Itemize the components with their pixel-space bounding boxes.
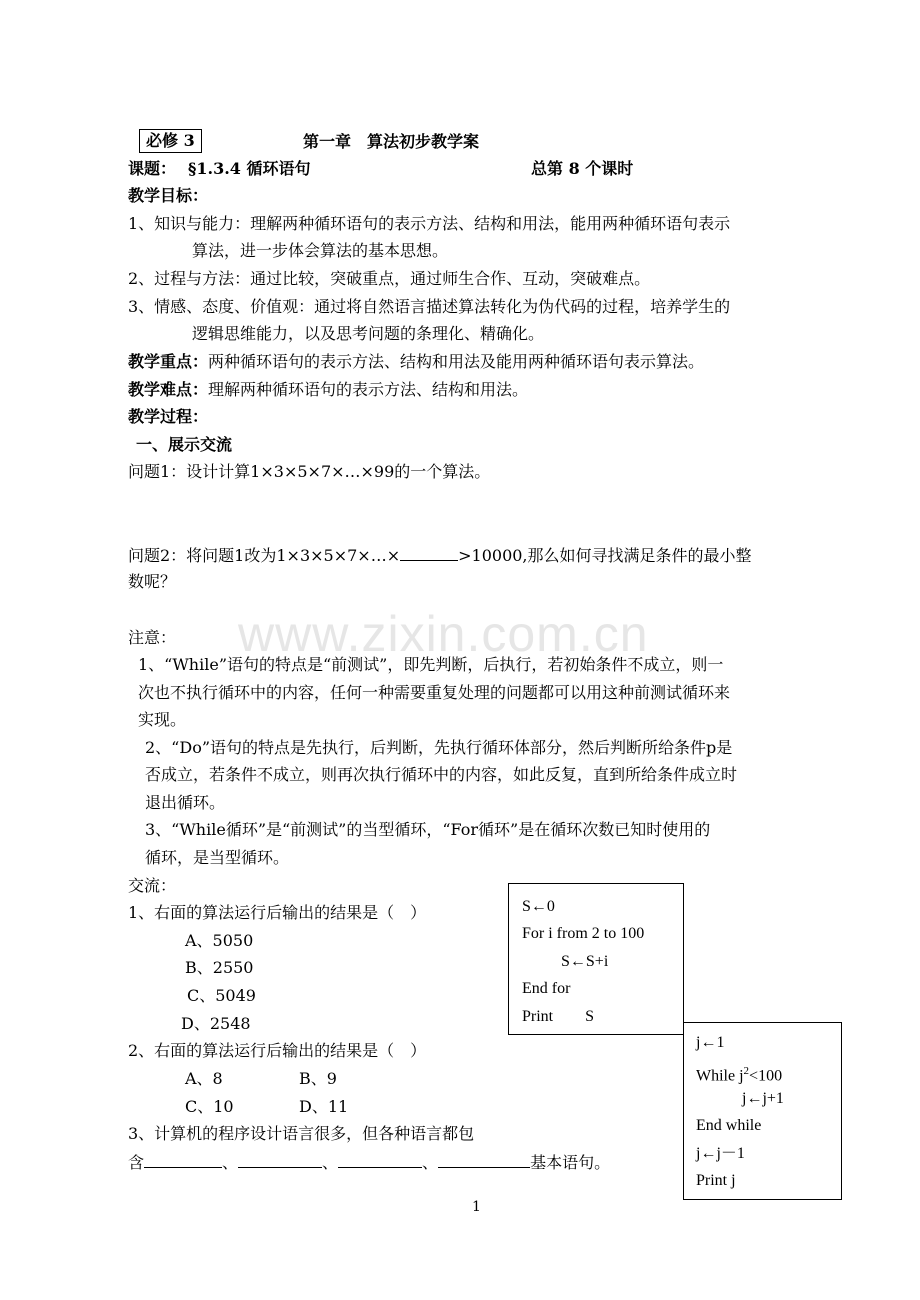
note-line: 次也不执行循环中的内容，任何一种需要重复处理的问题都可以用这种前测试循环来 — [138, 683, 731, 702]
lesson-label: 课题： — [128, 159, 177, 178]
objective-line: 逻辑思维能力，以及思考问题的条理化、精确化。 — [192, 324, 545, 343]
answer-blank[interactable] — [400, 544, 458, 561]
answer-blank[interactable] — [238, 1151, 322, 1168]
exercise-2-option: B、9 — [299, 1069, 337, 1088]
objective-line: 1、知识与能力：理解两种循环语句的表示方法、结构和用法，能用两种循环语句表示 — [128, 214, 731, 233]
question-2 — [128, 544, 752, 567]
note-line: 否成立，若条件不成立，则再次执行循环中的内容，如此反复，直到所给条件成立时 — [145, 765, 738, 784]
objectives-heading: 教学目标： — [128, 186, 209, 205]
exercise-1-option: B、2550 — [185, 958, 254, 977]
difficulty-text: 理解两种循环语句的表示方法、结构和用法。 — [208, 380, 529, 399]
note-line: 1、“While”语句的特点是“前测试”，即先判断，后执行，若初始条件不成立，则一 — [138, 655, 724, 674]
note-line: 循环，是当型循环。 — [145, 848, 290, 867]
code-while-part: While j — [696, 1067, 744, 1085]
code-line: S←0 — [522, 898, 555, 915]
objective-line: 算法，进一步体会算法的基本思想。 — [192, 241, 449, 260]
exercise-3-question: 3、计算机的程序设计语言很多，但各种语言都包 — [128, 1124, 475, 1143]
note-line: 2、“Do”语句的特点是先执行，后判断，先执行循环体部分，然后判断所给条件p是 — [145, 738, 733, 757]
answer-blank[interactable] — [438, 1151, 530, 1168]
question-1: 问题1：设计计算1×3×5×7×…×99的一个算法。 — [128, 462, 491, 481]
course-tag: 必修 3 — [139, 129, 202, 153]
exchange-heading: 交流： — [128, 876, 177, 895]
exercise-1-question: 1、右面的算法运行后输出的结果是（ ） — [128, 903, 427, 922]
code-line: Print j — [696, 1172, 736, 1189]
process-heading: 教学过程： — [128, 407, 209, 426]
answer-blank[interactable] — [144, 1151, 222, 1168]
exercise-2-question: 2、右面的算法运行后输出的结果是（ ） — [128, 1041, 427, 1060]
exercise-3-start: 含 — [128, 1153, 145, 1172]
code-line: End while — [696, 1117, 762, 1134]
exercise-1-option: A、5050 — [185, 931, 254, 950]
code-line: j←j+1 — [742, 1090, 784, 1107]
code-exponent: 2 — [743, 1065, 750, 1077]
code-line — [696, 1060, 782, 1087]
page-number: 1 — [472, 1199, 481, 1215]
session-label: 总第 8 个课时 — [531, 159, 634, 178]
exercise-3-blanks — [128, 1151, 610, 1174]
section-heading: 一、展示交流 — [136, 435, 233, 454]
separator: 、 — [422, 1153, 439, 1172]
difficulty-label: 教学难点： — [128, 380, 209, 399]
exercise-3-end: 基本语句。 — [530, 1153, 611, 1172]
difficulty — [128, 379, 528, 401]
code-line: j←1 — [696, 1034, 725, 1051]
objective-line: 3、情感、态度、价值观：通过将自然语言描述算法转化为伪代码的过程，培养学生的 — [128, 297, 731, 316]
question-2-part-b: >10000,那么如何寻找满足条件的最小整 — [458, 546, 752, 565]
code-line: For i from 2 to 100 — [522, 925, 645, 942]
answer-blank[interactable] — [338, 1151, 422, 1168]
key-point-text: 两种循环语句的表示方法、结构和用法及能用两种循环语句表示算法。 — [208, 352, 705, 371]
lesson-title: §1.3.4 循环语句 — [188, 159, 311, 178]
key-point-label: 教学重点： — [128, 352, 209, 371]
separator: 、 — [222, 1153, 239, 1172]
code-line: End for — [522, 980, 571, 997]
exercise-2-option: A、8 — [185, 1069, 223, 1088]
exercise-1-option: D、2548 — [181, 1014, 251, 1033]
notes-heading: 注意： — [128, 628, 177, 647]
note-line: 3、“While循环”是“前测试”的当型循环，“For循环”是在循环次数已知时使用的 — [145, 820, 711, 839]
code-line: j←j－1 — [696, 1145, 745, 1162]
code-while-condition: <100 — [749, 1067, 783, 1085]
note-line: 实现。 — [138, 710, 187, 729]
key-point — [128, 351, 704, 373]
code-box-for-loop — [508, 883, 684, 1035]
exercise-2-option: C、10 — [185, 1097, 234, 1116]
code-box-while-loop — [683, 1022, 842, 1200]
code-line: S←S+i — [561, 953, 609, 970]
separator: 、 — [322, 1153, 339, 1172]
note-line: 退出循环。 — [145, 793, 226, 812]
question-2-part-a: 问题2：将问题1改为1×3×5×7×…× — [128, 546, 401, 565]
exercise-1-option: C、5049 — [187, 986, 256, 1005]
exercise-2-option: D、11 — [299, 1097, 349, 1116]
code-line: Print S — [522, 1008, 595, 1025]
watermark: www.zixin.com.cn — [238, 606, 649, 662]
chapter-title: 第一章 算法初步教学案 — [303, 132, 480, 151]
objective-line: 2、过程与方法：通过比较，突破重点，通过师生合作、互动，突破难点。 — [128, 269, 651, 288]
question-2-cont: 数呢？ — [128, 572, 177, 591]
